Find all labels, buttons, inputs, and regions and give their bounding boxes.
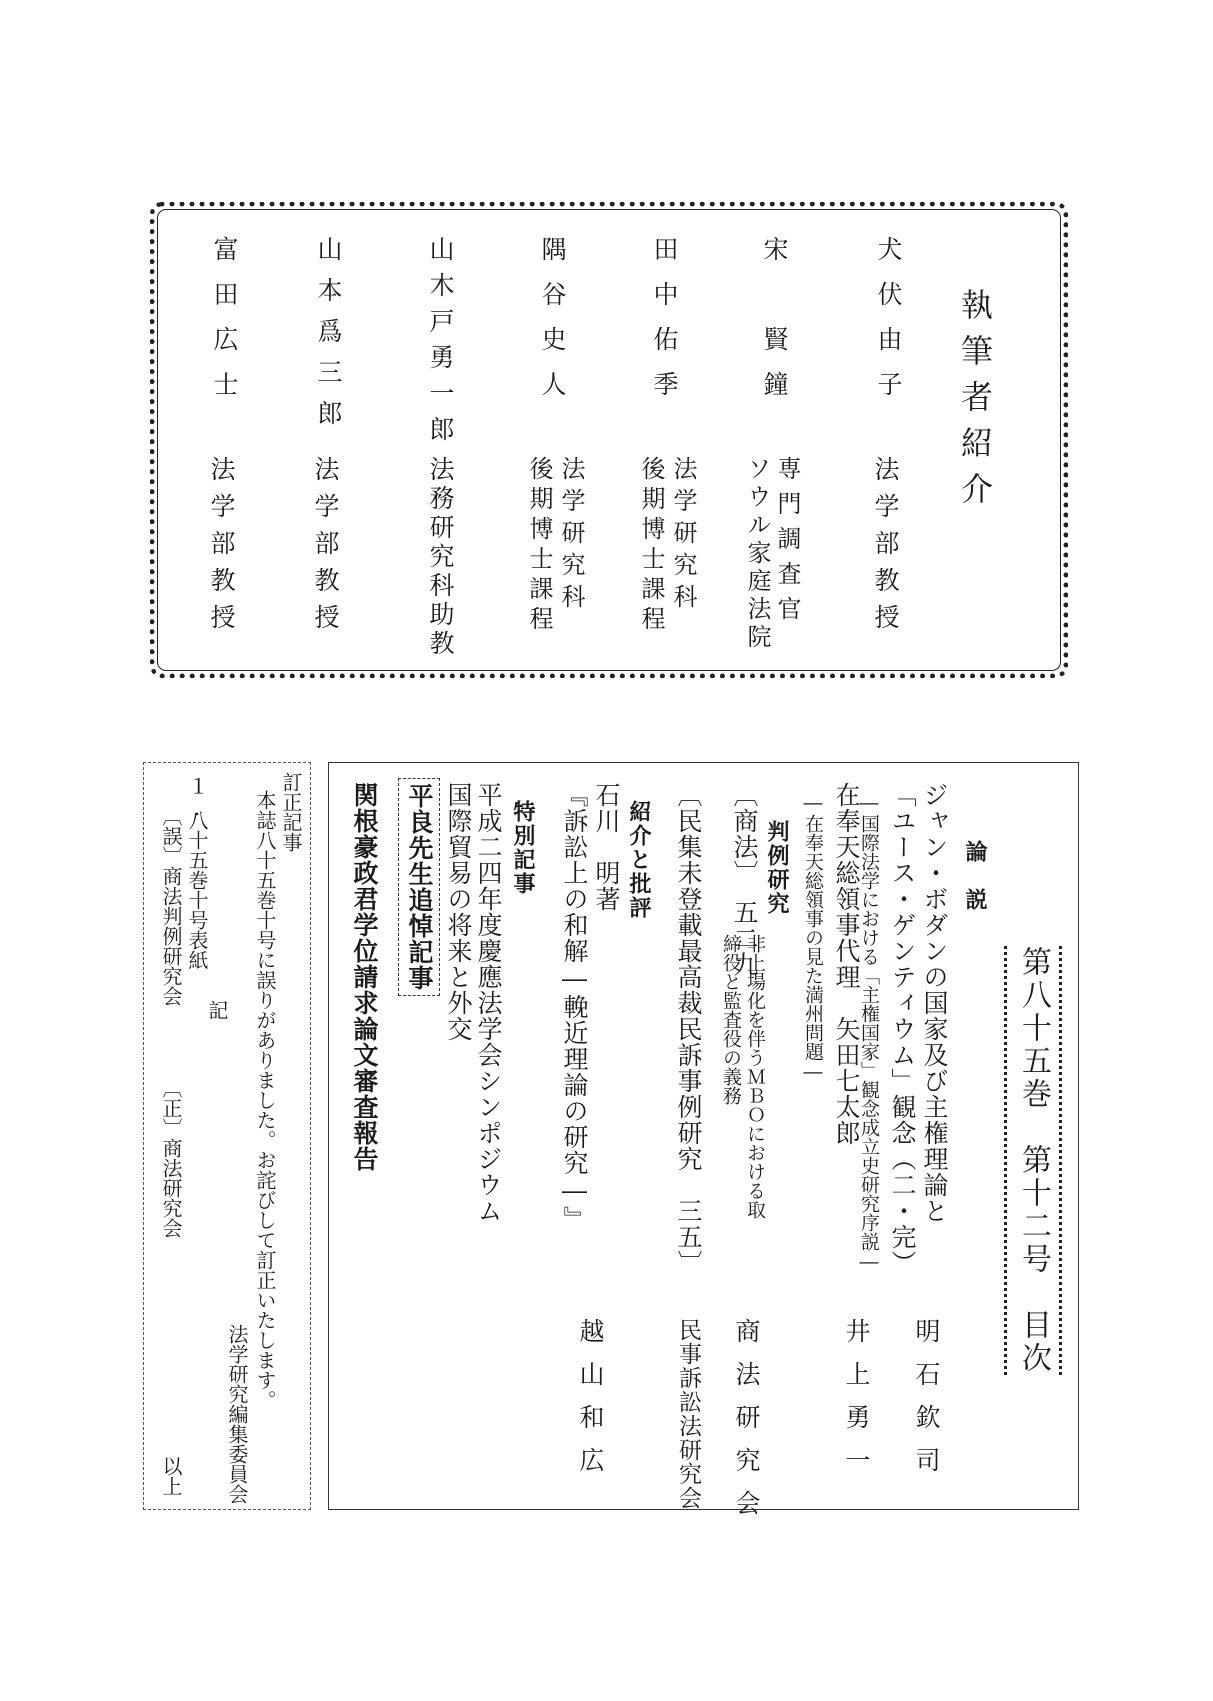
section-tokubetsu: 特別記事 bbox=[510, 800, 536, 896]
author-name-2: 宋 賢鐘 bbox=[760, 236, 789, 416]
article-3-note-2: 締役と監査役の義務 bbox=[720, 934, 742, 1105]
section-shokai: 紹介と批評 bbox=[626, 800, 652, 920]
contents-heading: 第八十五巻 第十二号 目次 bbox=[1004, 946, 1062, 1375]
corrigendum-right: 〔正〕商法研究会 bbox=[159, 1078, 183, 1238]
article-2-subtitle: ―在奉天総領事の見た満州問題― bbox=[802, 792, 824, 1083]
author-affiliation-4a: 法学研究科 bbox=[557, 456, 585, 616]
article-3-note-1: 非上場化を伴うＭＢＯにおける取 bbox=[744, 934, 766, 1219]
corrigendum-title: 訂正記事 bbox=[279, 772, 303, 852]
author-affiliation-7: 法学部教授 bbox=[207, 456, 236, 641]
article-1-title: ジャン・ボダンの国家及び主権理論と bbox=[920, 782, 949, 1224]
article-2-author: 井上勇一 bbox=[842, 1318, 871, 1490]
author-name-4: 隅谷史人 bbox=[538, 236, 567, 416]
corrigendum-signer: 法学研究編集委員会 bbox=[225, 1324, 249, 1504]
article-6-title-2: 国際貿易の将来と外交 bbox=[444, 782, 473, 1042]
article-4-author: 民事訴訟法研究会 bbox=[675, 1318, 701, 1510]
author-affiliation-4b: 後期博士課程 bbox=[525, 456, 553, 636]
section-ronsetsu: 論 説 bbox=[962, 840, 988, 912]
author-affiliation-3a: 法学研究科 bbox=[669, 456, 697, 616]
article-7-title: 平良先生追悼記事 bbox=[398, 778, 440, 996]
author-affiliation-2b: 専門調査官 bbox=[773, 456, 801, 631]
authors-title: 執筆者紹介 bbox=[956, 288, 994, 518]
article-6-title: 平成二四年度慶應法学会シンポジウム bbox=[474, 782, 503, 1224]
article-1-subtitle: ―国際法学における「主権国家」観念成立史研究序説― bbox=[858, 792, 880, 1273]
article-2-title: 在奉天総領事代理 矢田七太郎 bbox=[832, 782, 861, 1146]
article-5-author: 越山和広 bbox=[576, 1318, 605, 1490]
author-name-6: 山本爲三郎 bbox=[314, 236, 343, 441]
article-3-author: 商法研究会 bbox=[732, 1318, 761, 1533]
author-affiliation-3b: 後期博士課程 bbox=[637, 456, 665, 636]
authors-frame bbox=[150, 202, 1068, 678]
article-5-title-2: 『訴訟上の和解―輓近理論の研究―』 bbox=[560, 782, 589, 1232]
article-4-title: 〔民集未登載最高裁民訴事例研究 三五〕 bbox=[674, 782, 703, 1276]
author-name-1: 犬伏由子 bbox=[874, 236, 903, 416]
article-8-title: 関根豪政君学位請求論文審査報告 bbox=[350, 782, 379, 1172]
article-5-title: 石川 明著 bbox=[592, 782, 621, 912]
corrigendum-item-no: １. bbox=[185, 776, 209, 820]
author-name-7: 富田広士 bbox=[210, 236, 239, 416]
article-1-title-2: 「ユース・ゲンティウム」観念（二・完） bbox=[888, 782, 917, 1276]
article-1-author: 明石欽司 bbox=[912, 1318, 941, 1490]
corrigendum-body: 本誌八十五巻十号に誤りがありました。お詫びして訂正いたします。 bbox=[253, 790, 277, 1410]
corrigendum-end: 以上 bbox=[159, 1456, 183, 1496]
author-name-3: 田中佑季 bbox=[650, 236, 679, 416]
corrigendum-wrong: 〔誤〕商法判例研究会 bbox=[159, 806, 183, 1006]
author-name-5: 山木戸勇一郎 bbox=[426, 236, 455, 452]
author-affiliation-5: 法務研究科助教 bbox=[426, 456, 455, 659]
author-affiliation-6: 法学部教授 bbox=[311, 456, 340, 641]
corrigendum-item: 八十五巻十号表紙 bbox=[185, 810, 209, 970]
article-3-title: 〔商法〕 五二九 bbox=[730, 782, 759, 978]
corrigendum-ki: 記 bbox=[205, 1000, 229, 1020]
author-affiliation-2: ソウル家庭法院 bbox=[743, 456, 771, 652]
author-affiliation-1: 法学部教授 bbox=[871, 456, 900, 641]
section-hanrei: 判例研究 bbox=[764, 820, 790, 916]
